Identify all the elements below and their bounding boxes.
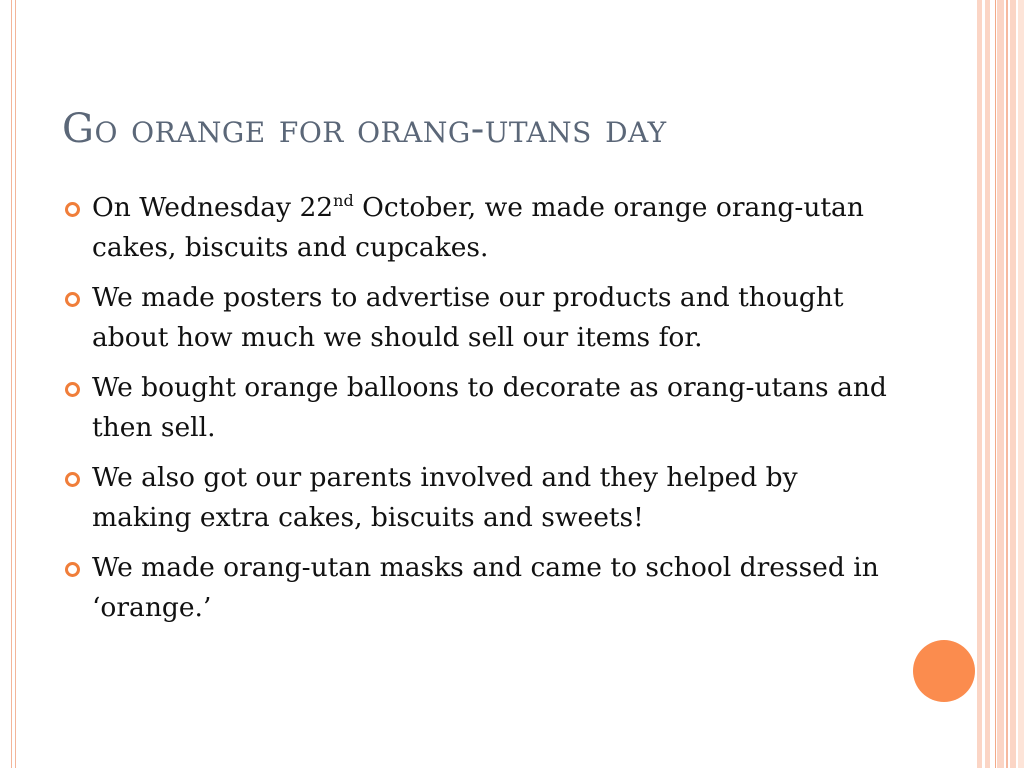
ring-bullet-icon (65, 382, 80, 397)
slide-title: Go orange for orang-utans day (62, 106, 667, 152)
right-decor-stripe (1018, 0, 1024, 768)
right-decor-stripe (985, 0, 990, 768)
right-decor-stripe (1006, 0, 1008, 768)
ring-bullet-icon (65, 202, 80, 217)
bullet-item (64, 548, 894, 628)
bullet-text: We made orang-utan masks and came to school dressed in ‘orange.’ (92, 552, 879, 623)
bullet-item (64, 278, 894, 358)
bullet-text: We also got our parents involved and they helped by making extra cakes, biscuits and sweets! (92, 462, 798, 533)
right-decor-stripe (997, 0, 1004, 768)
right-decor-stripe (995, 0, 996, 768)
ring-bullet-icon (65, 472, 80, 487)
ordinal-suffix: nd (333, 191, 354, 210)
left-border-line (11, 0, 12, 768)
bullet-list (64, 188, 894, 638)
bullet-text: October, we made orange orang-utan cakes, biscuits and cupcakes. (92, 192, 864, 263)
bullet-item (64, 188, 894, 268)
bullet-item (64, 458, 894, 538)
bullet-text: On Wednesday 22 (92, 192, 334, 223)
right-decor-stripe (1010, 0, 1016, 768)
bullet-item (64, 368, 894, 448)
ring-bullet-icon (65, 562, 80, 577)
ring-bullet-icon (65, 292, 80, 307)
left-border-line (15, 0, 16, 768)
bullet-text: We made posters to advertise our products and thought about how much we should sell our items for. (92, 282, 844, 353)
orange-circle-decoration (913, 640, 975, 702)
bullet-text: We bought orange balloons to decorate as orang-utans and then sell. (92, 372, 887, 443)
right-decor-stripe (977, 0, 982, 768)
